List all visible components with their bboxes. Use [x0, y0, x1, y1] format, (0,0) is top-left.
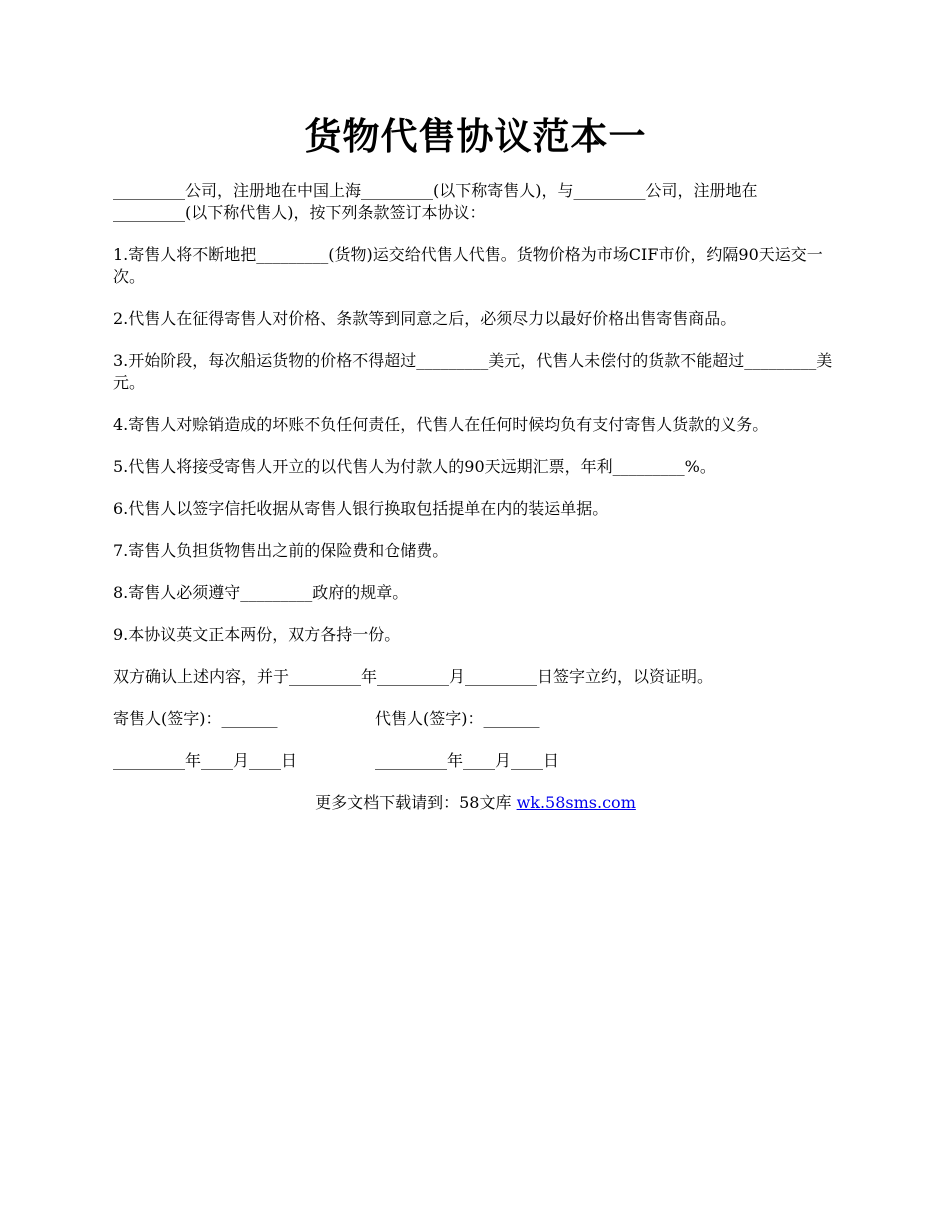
clause-4: 4.寄售人对赊销造成的坏账不负任何责任，代售人在任何时候均负有支付寄售人货款的义务。 — [113, 415, 769, 434]
clause-8: 8.寄售人必须遵守_________政府的规章。 — [113, 583, 409, 602]
footer-text: 更多文档下载请到：58文库 — [315, 793, 517, 812]
consignee-date: _________年____月____日 — [375, 751, 560, 770]
document-title: 货物代售协议范本一 — [304, 114, 647, 158]
clause-2: 2.代售人在征得寄售人对价格、条款等到同意之后，必须尽力以最好价格出售寄售商品。 — [113, 309, 737, 328]
signature-row — [113, 708, 838, 730]
intro-paragraph: _________公司，注册地在中国上海_________(以下称寄售人)，与_________公司，注册地在_________(以下称代售人)，按下列条款签订本协议： — [113, 181, 758, 222]
clause-6: 6.代售人以签字信托收据从寄售人银行换取包括提单在内的装运单据。 — [113, 499, 609, 518]
clause-1: 1.寄售人将不断地把_________(货物)运交给代售人代售。货物价格为市场CIF市价，约隔90天运交一次。 — [113, 245, 823, 286]
clause-7: 7.寄售人负担货物售出之前的保险费和仓储费。 — [113, 541, 449, 560]
footer — [113, 792, 838, 814]
consignee-signature: 代售人(签字)：_______ — [375, 709, 540, 728]
footer-link[interactable]: wk.58sms.com — [516, 793, 636, 812]
date-row — [113, 750, 838, 772]
clause-9: 9.本协议英文正本两份，双方各持一份。 — [113, 625, 401, 644]
clause-5: 5.代售人将接受寄售人开立的以代售人为付款人的90天远期汇票，年利_________%。 — [113, 457, 716, 476]
consignor-signature: 寄售人(签字)：_______ — [113, 709, 278, 728]
confirmation-paragraph: 双方确认上述内容，并于_________年_________月_________日签字立约，以资证明。 — [113, 667, 714, 686]
consignor-date: _________年____月____日 — [113, 751, 298, 770]
clause-3: 3.开始阶段，每次船运货物的价格不得超过_________美元，代售人未偿付的货款不能超过_________美元。 — [113, 351, 833, 392]
